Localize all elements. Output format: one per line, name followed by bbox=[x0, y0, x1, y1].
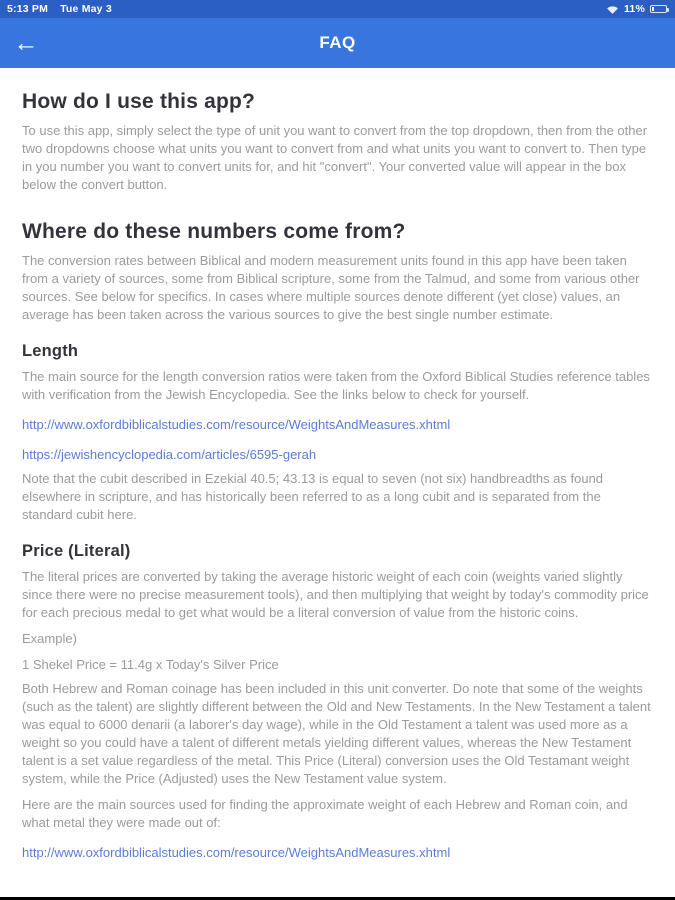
subsection-heading-length: Length bbox=[22, 342, 79, 360]
paragraph-how-to-use: To use this app, simply select the type of unit you want to convert from the top dropdown, then from the other two dropdowns choose what units you want to convert from and what units you want to convert to. Then type in you number you want to convert units for, and hit "convert". Your converted value will appear in the box below the convert button. bbox=[22, 123, 648, 192]
paragraph-example-label: Example) bbox=[22, 631, 77, 646]
section-heading-how-to-use: How do I use this app? bbox=[22, 90, 256, 113]
app-header bbox=[0, 18, 675, 68]
link-jewish-encyclopedia-gerah[interactable]: https://jewishencyclopedia.com/articles/6595-gerah bbox=[22, 447, 317, 462]
subsection-heading-price-literal: Price (Literal) bbox=[22, 542, 131, 560]
battery-percent: 11% bbox=[623, 3, 645, 15]
page-title: FAQ bbox=[319, 33, 356, 52]
paragraph-coinage-details: Both Hebrew and Roman coinage has been included in this unit converter. Do note that some of the weights (such as the talent) are slightly different between the Old and New Testaments. In the New Testament a talent was equal to 6000 denarii (a laborer's day wage), while in the Old Testament a talent was used more as a weight so you could have a talent of different metals yielding different values, whereas the New Testament talent is a set value regardless of the metal. This Price (Literal) conversion uses the Old Testamant weight system, while the Price (Adjusted) uses the New Testament value system. bbox=[22, 681, 651, 786]
back-button[interactable] bbox=[0, 18, 52, 68]
paragraph-coin-sources-intro: Here are the main sources used for finding the approximate weight of each Hebrew and Roman coin, and what metal they were made out of: bbox=[22, 797, 628, 830]
paragraph-cubit-note: Note that the cubit described in Ezekial 40.5; 43.13 is equal to seven (not six) handbreadths as found elsewhere in scripture, and has historically been referred to as a long cubit and is separated from the standard cubit here. bbox=[22, 471, 604, 522]
status-time: 5:13 PM bbox=[7, 3, 49, 15]
status-date: Tue May 3 bbox=[60, 3, 112, 15]
paragraph-numbers-source: The conversion rates between Biblical and modern measurement units found in this app have been taken from a variety of sources, some from Biblical scripture, some from the Talmud, and some from various other sources. See below for specifics. In cases where multiple sources denote different (yet close) values, an average has been taken across the various sources to give the best single number estimate. bbox=[22, 253, 640, 322]
wifi-icon bbox=[606, 4, 619, 15]
status-bar bbox=[0, 0, 675, 18]
link-oxford-weights-measures[interactable]: http://www.oxfordbiblicalstudies.com/resource/WeightsAndMeasures.xhtml bbox=[22, 417, 451, 432]
faq-content bbox=[0, 88, 675, 862]
paragraph-length-sources: The main source for the length conversion ratios were taken from the Oxford Biblical Studies reference tables with verification from the Jewish Encyclopedia. See the links below to check for yourself. bbox=[22, 369, 650, 402]
paragraph-shekel-formula: 1 Shekel Price = 11.4g x Today's Silver Price bbox=[22, 657, 279, 672]
section-heading-numbers-source: Where do these numbers come from? bbox=[22, 220, 406, 243]
back-arrow-icon: ← bbox=[13, 28, 39, 57]
link-oxford-weights-measures-bottom[interactable]: http://www.oxfordbiblicalstudies.com/resource/WeightsAndMeasures.xhtml bbox=[22, 845, 451, 860]
paragraph-price-literal: The literal prices are converted by taking the average historic weight of each coin (weights varied slightly since there were no precise measurement tools), and then multiplying that weight by today's commodity price for each precious medal to get what would be a literal conversion of value from the historic coins. bbox=[22, 569, 649, 620]
battery-icon bbox=[650, 5, 667, 13]
